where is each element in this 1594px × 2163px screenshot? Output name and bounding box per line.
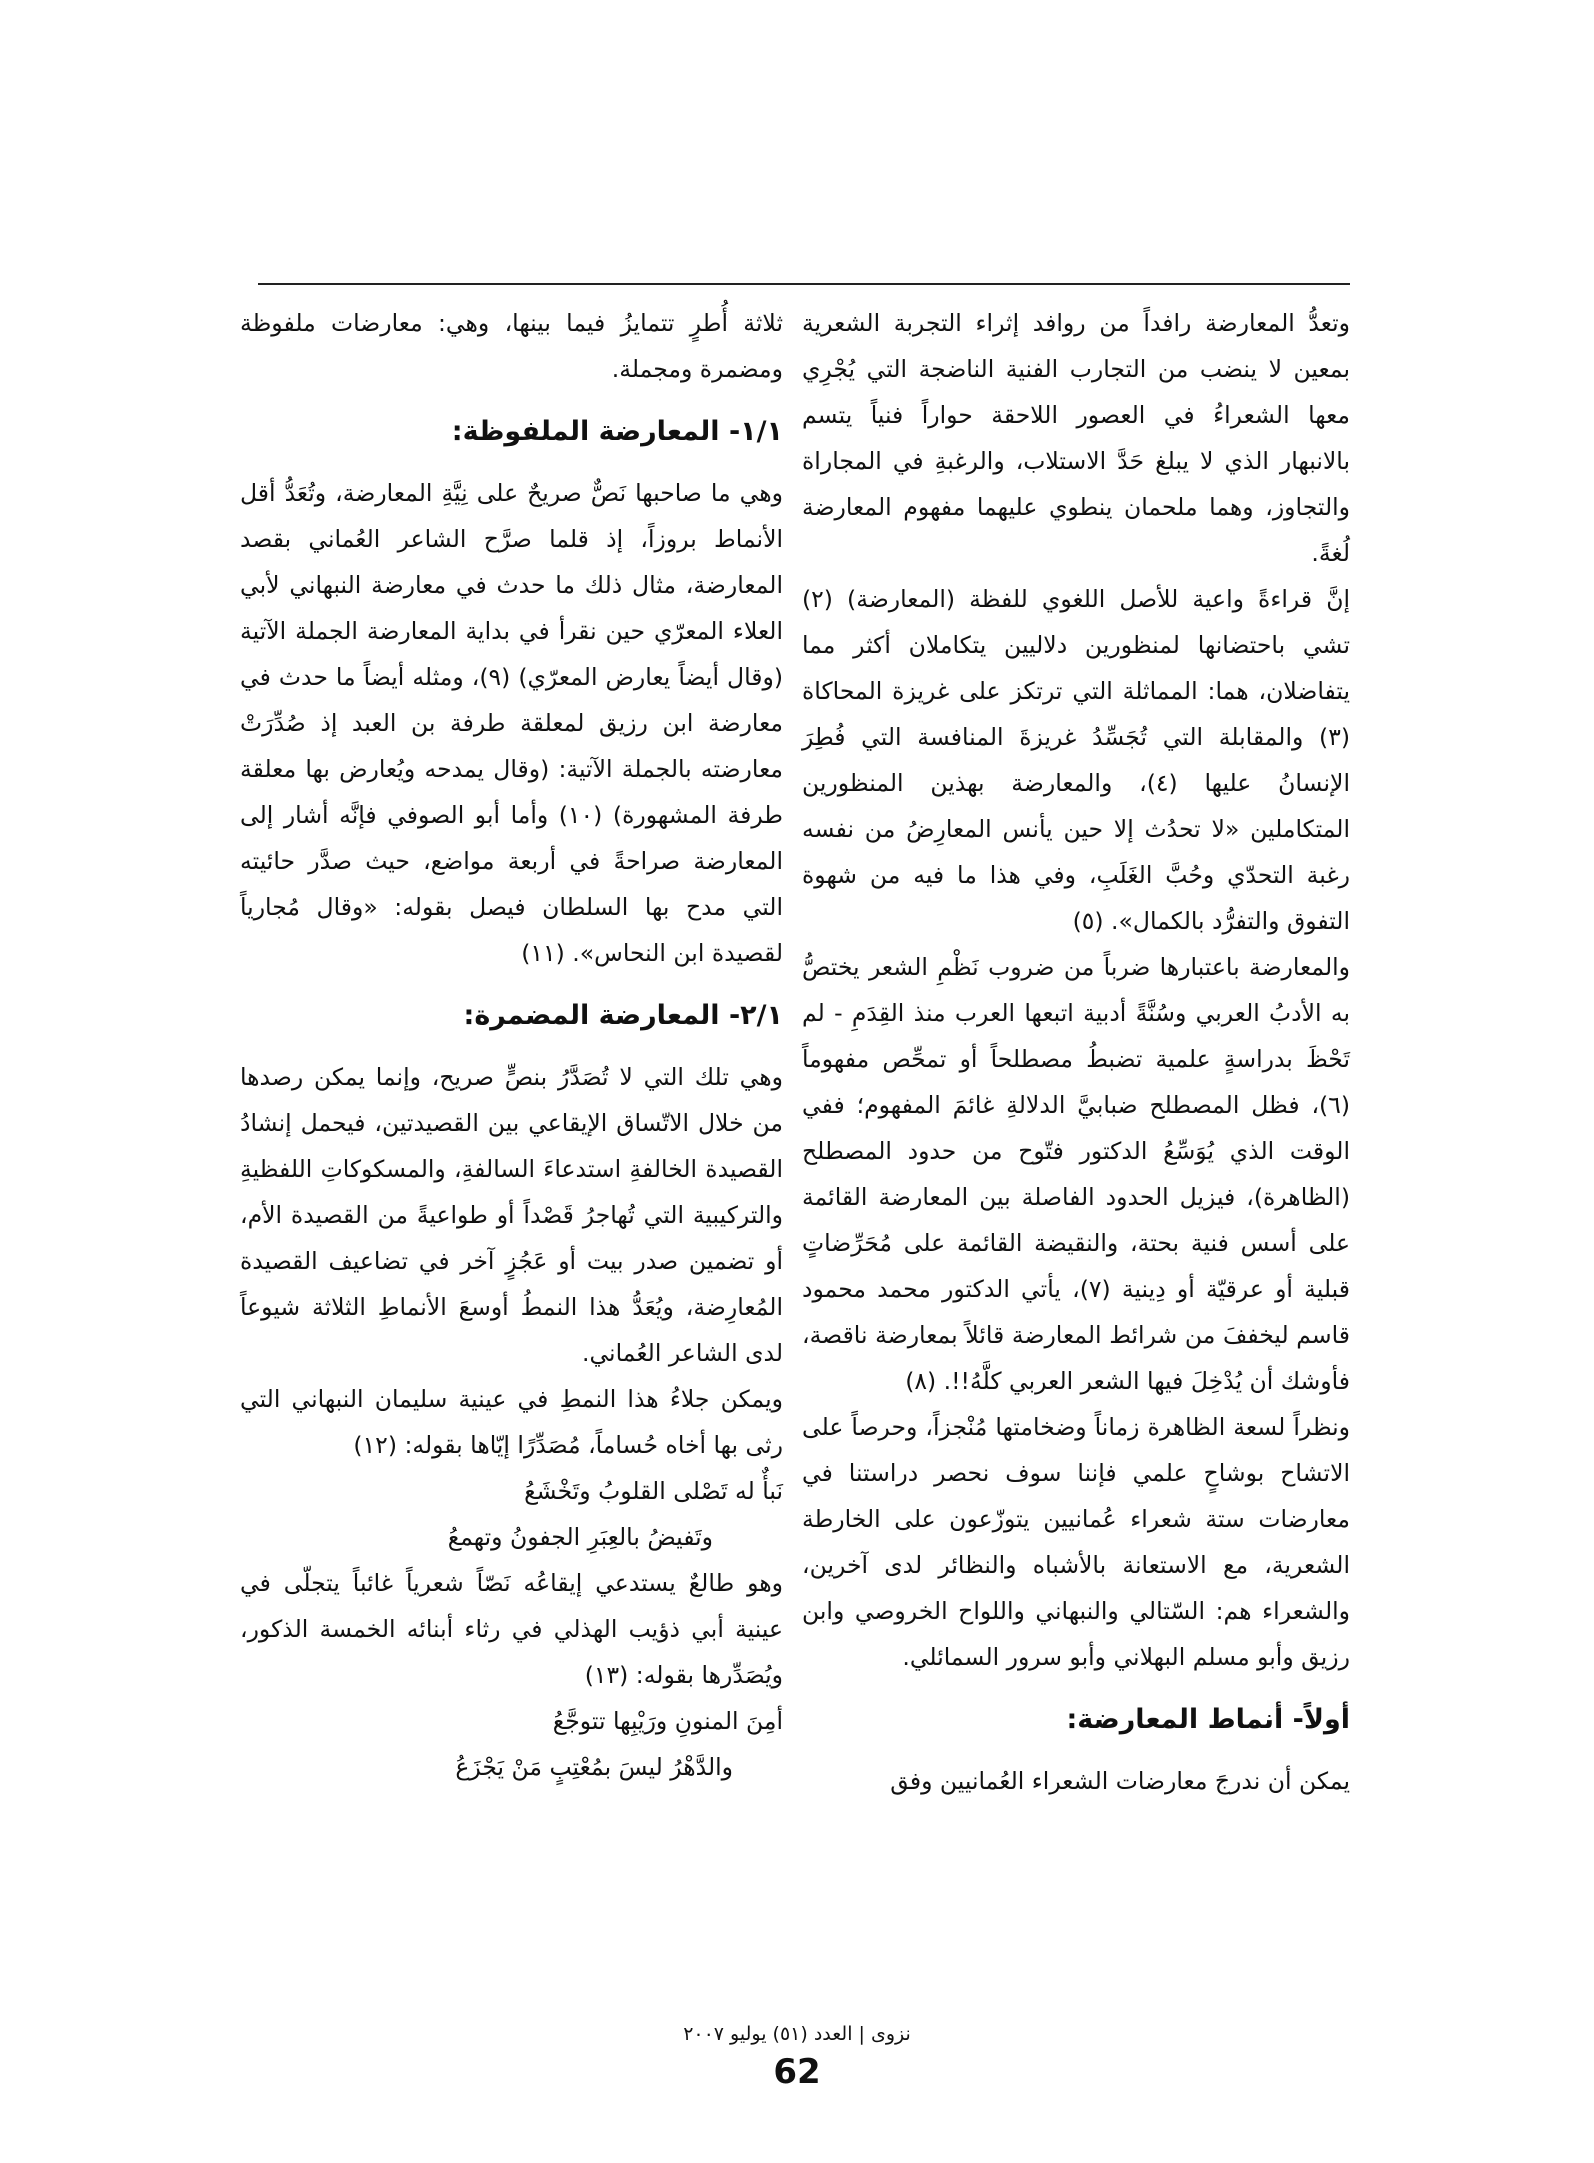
section-heading: أولاً- أنماط المعارضة: xyxy=(1066,1704,1350,1735)
paragraph: إنَّ قراءةً واعية للأصل اللغوي للفظة (المعارضة) (٢) تشي باحتضانها لمنظورين دلاليين يتكاملان أكثر مما يتفاضلان، هما: المماثلة التي ترتكز على غريزة المحاكاة (٣) والمقابلة التي تُجَسِّدُ غريزةَ المنافسة التي فُطِرَ الإنسانُ عليها (٤)، والمعارضة بهذين المنظورين المتكاملين «لا تحدُث إلا حين يأنس المعارِضُ من نفسه رغبة التحدّي وحُبَّ الغَلَبِ، وفي هذا ما فيه من شهوة التفوق والتفرُّد بالكمال». (٥) xyxy=(802,585,1350,935)
paragraph: ويمكن جلاءُ هذا النمطِ في عينية سليمان النبهاني التي رثى بها أخاه حُساماً، مُصَدِّرًا إيّاها بقوله: (١٢) xyxy=(240,1385,783,1459)
right-column xyxy=(802,300,1350,1804)
header-rule xyxy=(258,283,1350,285)
paragraph: وتعدُّ المعارضة رافداً من روافد إثراء التجربة الشعرية بمعين لا ينضب من التجارب الفنية الناضجة التي يُجْرِي معها الشعراءُ في العصور اللاحقة حواراً فنياً يتسم بالانبهار الذي لا يبلغ حَدَّ الاستلاب، والرغبةِ في المجاراة والتجاوز، وهما ملحمان ينطوي عليهما مفهوم المعارضة لُغةً. xyxy=(802,309,1350,567)
paragraph: وهي تلك التي لا تُصَدَّرُ بنصٍّ صريح، وإنما يمكن رصدها من خلال الاتّساق الإيقاعي بين القصيدتين، فيحمل إنشادُ القصيدة الخالفةِ استدعاءَ السالفةِ، والمسكوكاتِ اللفظيةِ والتركيبية التي تُهاجرُ قَصْداً أو طواعيةً من القصيدة الأم، أو تضمين صدر بيت أو عَجُزٍ آخر في تضاعيف القصيدة المُعارِضة، ويُعَدُّ هذا النمطُ أوسعَ الأنماطِ الثلاثة شيوعاً لدى الشاعر العُماني. xyxy=(240,1063,783,1367)
left-column xyxy=(240,300,783,1790)
paragraph: وهي ما صاحبها نَصٌّ صريحٌ على نِيَّةِ المعارضة، وتُعَدُّ أقل الأنماط بروزاً، إذ قلما صرَّح الشاعر العُماني بقصد المعارضة، مثال ذلك ما حدث في معارضة النبهاني لأبي العلاء المعرّي حين نقرأ في بداية المعارضة الجملة الآتية (وقال أيضاً يعارض المعرّي) (٩)، ومثله أيضاً ما حدث في معارضة ابن رزيق لمعلقة طرفة بن العبد إذ صُدِّرَتْ معارضته بالجملة الآتية: (وقال يمدحه ويُعارض بها معلقة طرفة المشهورة) (١٠) وأما أبو الصوفي فإنَّه أشار إلى المعارضة صراحةً في أربعة مواضع، حيث صدَّر حائيته التي مدح بها السلطان فيصل بقوله: «وقال مُجارياً لقصيدة ابن النحاس». (١١) xyxy=(240,479,783,967)
page-number: 62 xyxy=(773,2052,821,2092)
paragraph: يمكن أن ندرجَ معارضات الشعراء العُمانيين وفق xyxy=(890,1767,1350,1795)
verse-line: والدَّهْرُ ليسَ بمُعْتِبٍ مَنْ يَجْزَعُ xyxy=(455,1753,733,1781)
verse-line: نَبأٌ له تَصْلى القلوبُ وتَخْشَعُ xyxy=(524,1477,783,1505)
section-heading: ١/١- المعارضة الملفوظة: xyxy=(451,416,783,447)
paragraph: والمعارضة باعتبارها ضرباً من ضروب نَظْمِ الشعر يختصُّ به الأدبُ العربي وسُنَّةً أدبية اتبعها العرب منذ القِدَمِ - لم تَحْظَ بدراسةٍ علمية تضبطُ مصطلحاً أو تمحِّص مفهوماً (٦)، فظل المصطلح ضبابيَّ الدلالةِ غائمَ المفهوم؛ ففي الوقت الذي يُوَسِّعُ الدكتور فتّوح من حدود المصطلح (الظاهرة)، فيزيل الحدود الفاصلة بين المعارضة القائمة على أسس فنية بحتة، والنقيضة القائمة على مُحَرِّضاتٍ قبلية أو عرقيّة أو دِينية (٧)، يأتي الدكتور محمد محمود قاسم ليخففَ من شرائط المعارضة قائلاً بمعارضة ناقصة، فأوشك أن يُدْخِلَ فيها الشعر العربي كلَّهُ!!. (٨) xyxy=(802,953,1350,1395)
paragraph: ثلاثة أُطرٍ تتمايزُ فيما بينها، وهي: معارضات ملفوظة ومضمرة ومجملة. xyxy=(240,309,783,383)
paragraph: وهو طالعٌ يستدعي إيقاعُه نَصّاً شعرياً غائباً يتجلّى في عينية أبي ذؤيب الهذلي في رثاء أبنائه الخمسة الذكور، ويُصَدِّرها بقوله: (١٣) xyxy=(240,1569,783,1689)
footer-issue: نزوى | العدد (٥١) يوليو ٢٠٠٧ xyxy=(683,2023,911,2045)
paragraph: ونظراً لسعة الظاهرة زماناً وضخامتها مُنْجزاً، وحرصاً على الاتشاح بوشاحٍ علمي فإننا سوف نحصر دراستنا في معارضات ستة شعراء عُمانيين يتوزّعون على الخارطة الشعرية، مع الاستعانة بالأشباه والنظائر لدى آخرين، والشعراء هم: السّتالي والنبهاني واللواح الخروصي وابن رزيق وأبو مسلم البهلاني وأبو سرور السمائلي. xyxy=(802,1413,1350,1671)
verse-line: أمِنَ المنونِ ورَيْبِها تتوجَّعُ xyxy=(552,1707,783,1735)
verse-line: وتَفيضُ بالعِبَرِ الجفونُ وتهمعُ xyxy=(447,1523,713,1551)
section-heading: ٢/١- المعارضة المضمرة: xyxy=(463,1000,783,1031)
